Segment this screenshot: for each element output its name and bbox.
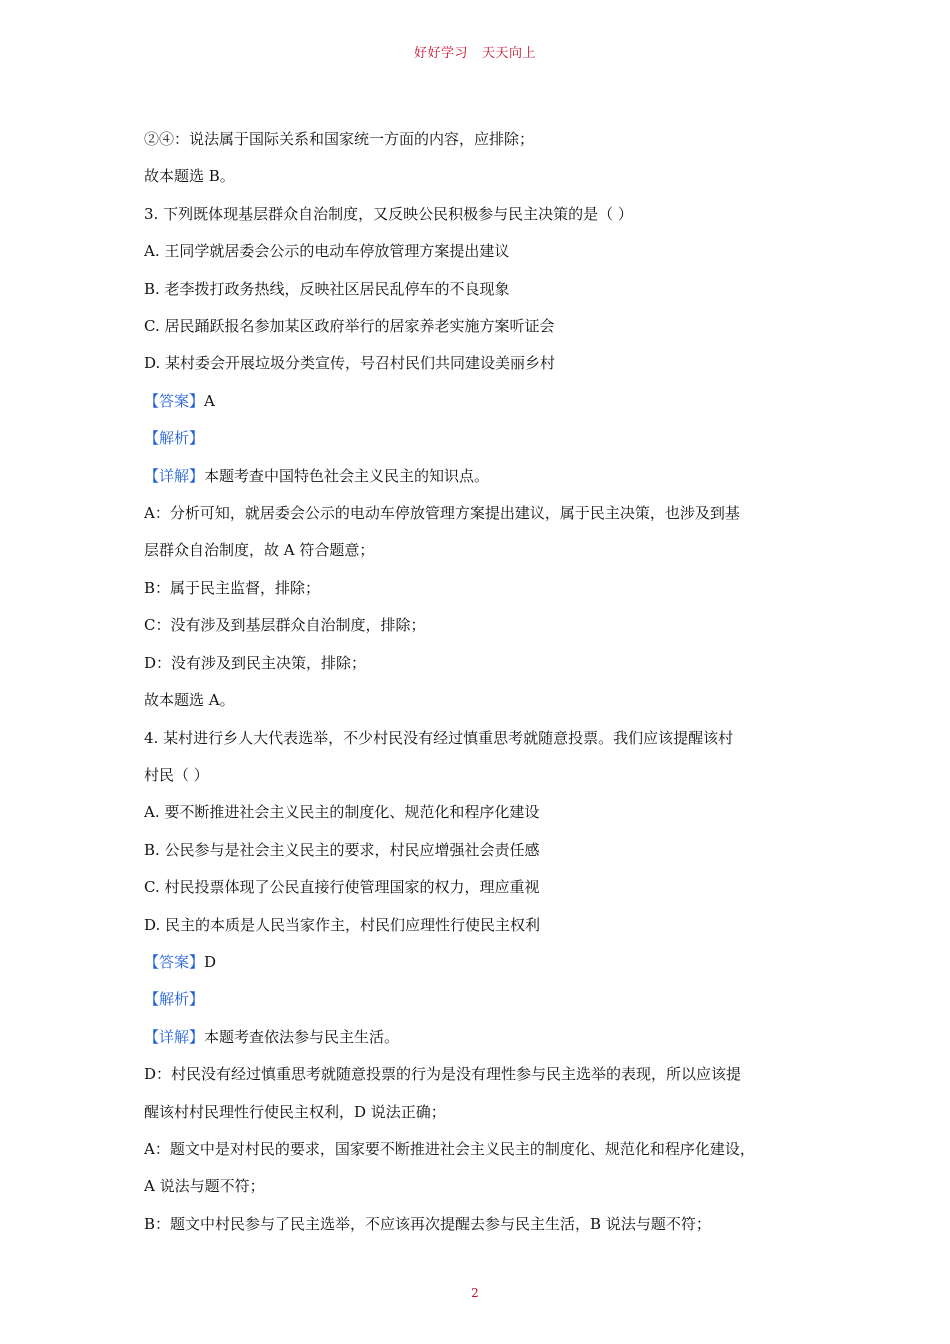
section-tag: 【解析】 [144,990,205,1009]
text-line [144,495,816,532]
text-line [144,570,816,607]
text-line [144,720,816,757]
section-tag: 【答案】 [144,952,205,971]
text-line [144,308,816,345]
line-text: 3. 下列既体现基层群众自治制度，又反映公民积极参与民主决策的是（ ） [144,204,633,223]
line-text: D：没有涉及到民主决策，排除； [144,653,367,672]
line-text: A. 王同学就居委会公示的电动车停放管理方案提出建议 [144,242,510,261]
text-line [144,981,816,1018]
text-line [144,196,816,233]
line-text: A. 要不断推进社会主义民主的制度化、规范化和程序化建设 [144,803,540,822]
line-text: 层群众自治制度，故 A 符合题意； [144,541,375,560]
line-text: A：分析可知，就居委会公示的电动车停放管理方案提出建议，属于民主决策，也涉及到基 [144,504,740,523]
text-line [144,121,816,158]
text-line [144,832,816,869]
line-text: 故本题选 B。 [144,167,235,186]
text-line [144,1056,816,1093]
line-text: A：题文中是对村民的要求，国家要不断推进社会主义民主的制度化、规范化和程序化建设， [144,1139,755,1158]
text-line [144,757,816,794]
text-line [144,869,816,906]
text-line [144,233,816,270]
line-text: A 说法与题不符； [144,1177,265,1196]
text-line [144,907,816,944]
text-line [144,420,816,457]
section-tag: 【答案】 [144,391,205,410]
text-line [144,271,816,308]
line-text: 本题考查依法参与民主生活。 [204,1027,400,1046]
line-text: B. 老李拨打政务热线，反映社区居民乱停车的不良现象 [144,279,510,298]
line-text: B：属于民主监督，排除； [144,578,321,597]
line-text: 4. 某村进行乡人大代表选举，不少村民没有经过慎重思考就随意投票。我们应该提醒该村 [144,728,734,747]
line-text: D：村民没有经过慎重思考就随意投票的行为是没有理性参与民主选举的表现，所以应该提 [144,1065,742,1084]
text-line [144,532,816,569]
text-line [144,158,816,195]
line-text: C：没有涉及到基层群众自治制度，排除； [144,616,426,635]
header-text-left: 好好学习 [413,46,468,61]
text-line [144,794,816,831]
line-text: ②④：说法属于国际关系和国家统一方面的内容，应排除； [144,130,535,148]
text-line [144,645,816,682]
text-line [144,458,816,495]
text-line [144,1094,816,1131]
text-line [144,1131,816,1168]
line-text: D. 某村委会开展垃圾分类宣传，号召村民们共同建设美丽乡村 [144,354,556,373]
document-body [144,121,816,1243]
line-text: B. 公民参与是社会主义民主的要求，村民应增强社会责任感 [144,840,540,859]
line-text: B：题文中村民参与了民主选举，不应该再次提醒去参与民主生活，B 说法与题不符； [144,1214,711,1233]
text-line [144,383,816,420]
page-number: 2 [471,1286,479,1300]
line-text: 故本题选 A。 [144,691,235,710]
line-text: D [204,952,217,971]
line-text: 本题考查中国特色社会主义民主的知识点。 [204,466,490,485]
section-tag: 【详解】 [144,1027,205,1046]
text-line [144,944,816,981]
line-text: 村民（ ） [144,765,209,784]
header-text-right: 天天向上 [482,46,537,61]
page-header [0,42,950,61]
line-text: 醒该村村民理性行使民主权利，D 说法正确； [144,1102,446,1121]
text-line [144,1168,816,1205]
text-line [144,682,816,719]
line-text: C. 居民踊跃报名参加某区政府举行的居家养老实施方案听证会 [144,317,555,336]
line-text: C. 村民投票体现了公民直接行使管理国家的权力，理应重视 [144,878,540,897]
section-tag: 【解析】 [144,429,205,448]
text-line [144,607,816,644]
text-line [144,1019,816,1056]
section-tag: 【详解】 [144,466,205,485]
text-line [144,1206,816,1243]
line-text: A [204,391,215,410]
line-text: D. 民主的本质是人民当家作主，村民们应理性行使民主权利 [144,915,541,934]
text-line [144,345,816,382]
